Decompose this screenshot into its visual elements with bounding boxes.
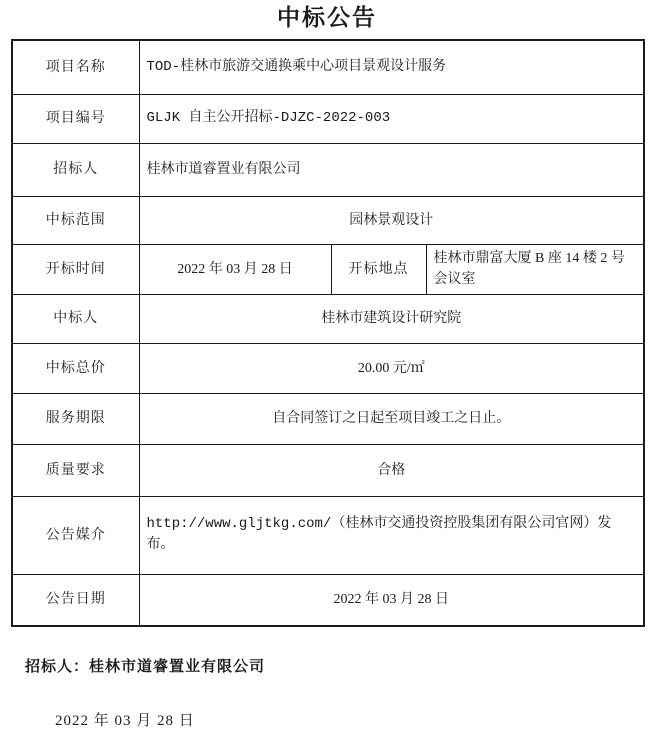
row-label-2: 开标地点 xyxy=(331,244,426,294)
row-value: 桂林市建筑设计研究院 xyxy=(139,294,644,343)
table-row-announcement-date xyxy=(12,574,644,626)
announcement-table xyxy=(11,39,645,627)
table-row-total-price xyxy=(12,343,644,393)
row-label: 中标总价 xyxy=(12,343,139,393)
row-label: 中标范围 xyxy=(12,196,139,244)
row-label: 开标时间 xyxy=(12,244,139,294)
page-title: 中标公告 xyxy=(277,5,377,30)
row-label: 项目名称 xyxy=(12,40,139,94)
row-value: 自合同签订之日起至项目竣工之日止。 xyxy=(139,393,644,444)
row-value: 20.00 元/㎡ xyxy=(139,343,644,393)
table-row-project-name xyxy=(12,40,644,94)
row-label: 质量要求 xyxy=(12,444,139,496)
row-label: 项目编号 xyxy=(12,94,139,143)
footer-tenderer: 招标人：桂林市道睿置业有限公司 xyxy=(25,659,266,675)
row-value: 2022 年 03 月 28 日 xyxy=(139,244,331,294)
row-label: 招标人 xyxy=(12,143,139,196)
row-value: GLJK 自主公开招标-DJZC-2022-003 xyxy=(139,94,644,143)
table-row-winner xyxy=(12,294,644,343)
row-label: 中标人 xyxy=(12,294,139,343)
row-value: 合格 xyxy=(139,444,644,496)
row-value: http://www.gljtkg.com/（桂林市交通投资控股集团有限公司官网）发布。 xyxy=(139,496,644,574)
row-label: 服务期限 xyxy=(12,393,139,444)
row-value: 2022 年 03 月 28 日 xyxy=(139,574,644,626)
announcement-document xyxy=(0,3,654,729)
row-value-2: 桂林市鼎富大厦 B 座 14 楼 2 号会议室 xyxy=(426,244,644,294)
row-value: 园林景观设计 xyxy=(139,196,644,244)
row-value: 桂林市道睿置业有限公司 xyxy=(139,143,644,196)
row-value: TOD-桂林市旅游交通换乘中心项目景观设计服务 xyxy=(139,40,644,94)
footer-date: 2022 年 03 月 28 日 xyxy=(55,713,195,729)
table-row-service-period xyxy=(12,393,644,444)
table-row-award-scope xyxy=(12,196,644,244)
row-label: 公告媒介 xyxy=(12,496,139,574)
table-row-tenderer xyxy=(12,143,644,196)
table-row-quality-requirement xyxy=(12,444,644,496)
row-label: 公告日期 xyxy=(12,574,139,626)
table-row-bid-opening xyxy=(12,244,644,294)
table-row-announcement-media xyxy=(12,496,644,574)
table-row-project-number xyxy=(12,94,644,143)
